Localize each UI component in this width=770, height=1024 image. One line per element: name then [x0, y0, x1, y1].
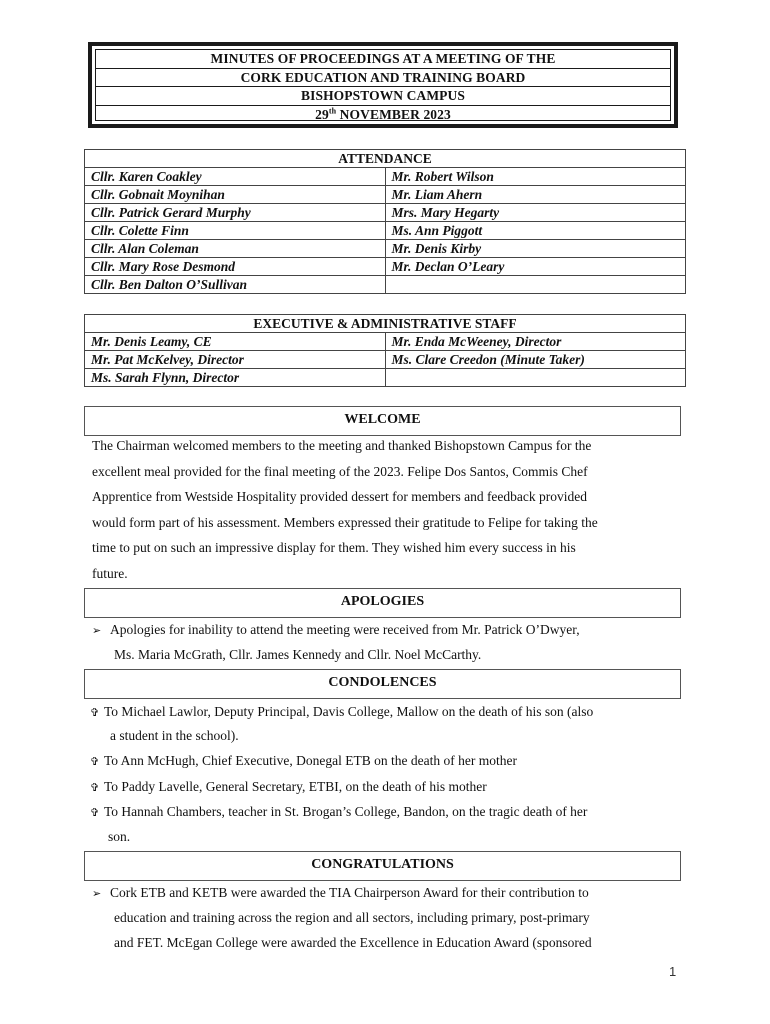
arrow-bullet-icon: ➢	[92, 887, 102, 900]
congrats-line-1: Cork ETB and KETB were awarded the TIA Chairperson Award for their contribution to	[110, 885, 589, 900]
attendee-left: Cllr. Alan Coleman	[85, 240, 386, 258]
attendee-right	[385, 276, 686, 294]
title-line-2: CORK EDUCATION AND TRAINING BOARD	[96, 69, 670, 88]
attendee-right: Mr. Declan O’Leary	[385, 258, 686, 276]
cross-icon: ✞	[90, 781, 100, 794]
staff-left: Mr. Denis Leamy, CE	[85, 333, 386, 351]
welcome-line: time to put on such an impressive display for them. They wished him every success in his	[92, 540, 576, 556]
attendance-heading: ATTENDANCE	[85, 150, 686, 168]
attendee-left: Cllr. Colette Finn	[85, 222, 386, 240]
welcome-line: excellent meal provided for the final meeting of the 2023. Felipe Dos Santos, Commis Chef	[92, 463, 588, 479]
welcome-line: Apprentice from Westside Hospitality provided dessert for members and feedback provided	[92, 489, 588, 505]
cross-icon: ✞	[90, 806, 100, 819]
list-item	[90, 777, 487, 798]
apologies-line-2: Ms. Maria McGrath, Cllr. James Kennedy and Cllr. Noel McCarthy.	[114, 647, 482, 662]
condolence-text: To Michael Lawlor, Deputy Principal, Davis College, Mallow on the death of his son (also	[104, 704, 594, 719]
welcome-paragraph	[92, 433, 692, 587]
list-item	[90, 702, 593, 723]
staff-left: Mr. Pat McKelvey, Director	[85, 351, 386, 369]
condolence-text: To Hannah Chambers, teacher in St. Brogan’s College, Bandon, on the tragic death of her	[104, 804, 588, 819]
attendee-right: Mr. Liam Ahern	[385, 186, 686, 204]
date-suffix: th	[328, 106, 337, 115]
list-item	[90, 751, 517, 772]
table-row	[85, 204, 686, 222]
congrats-line-2: education and training across the region and all sectors, including primary, post-primary	[114, 910, 590, 925]
table-row	[85, 351, 686, 369]
attendee-left: Cllr. Patrick Gerard Murphy	[85, 204, 386, 222]
title-box	[88, 42, 678, 128]
condolence-text: To Paddy Lavelle, General Secretary, ETBI, on the death of his mother	[104, 779, 487, 794]
attendee-left: Cllr. Ben Dalton O’Sullivan	[85, 276, 386, 294]
attendee-left: Cllr. Karen Coakley	[85, 168, 386, 186]
welcome-line: future.	[92, 565, 128, 581]
condolence-cont: son.	[108, 829, 131, 844]
congratulations-heading: CONGRATULATIONS	[84, 851, 681, 881]
staff-heading: EXECUTIVE & ADMINISTRATIVE STAFF	[85, 315, 686, 333]
attendee-right: Mrs. Mary Hegarty	[385, 204, 686, 222]
table-row	[85, 258, 686, 276]
table-row	[85, 222, 686, 240]
attendance-table	[84, 149, 686, 294]
table-row	[85, 333, 686, 351]
attendee-right: Mr. Denis Kirby	[385, 240, 686, 258]
table-row	[85, 369, 686, 387]
apologies-heading: APOLOGIES	[84, 588, 681, 618]
attendee-left: Cllr. Mary Rose Desmond	[85, 258, 386, 276]
welcome-heading: WELCOME	[84, 406, 681, 436]
welcome-line: would form part of his assessment. Members expressed their gratitude to Felipe for taking the	[92, 514, 598, 530]
arrow-bullet-icon: ➢	[92, 624, 102, 637]
condolence-cont: a student in the school).	[110, 728, 239, 743]
list-item	[90, 802, 587, 823]
staff-table	[84, 314, 686, 387]
apologies-line-1: Apologies for inability to attend the meeting were received from Mr. Patrick O’Dwyer,	[110, 622, 580, 637]
table-row	[85, 168, 686, 186]
list-item	[92, 883, 589, 904]
page-number: 1	[669, 964, 677, 979]
title-inner-box	[95, 49, 671, 121]
title-line-1: MINUTES OF PROCEEDINGS AT A MEETING OF THE	[96, 50, 670, 69]
staff-right: Mr. Enda McWeeney, Director	[385, 333, 686, 351]
congrats-line-3: and FET. McEgan College were awarded the Excellence in Education Award (sponsored	[114, 935, 592, 950]
condolences-heading: CONDOLENCES	[84, 669, 681, 699]
attendee-right: Ms. Ann Piggott	[385, 222, 686, 240]
cross-icon: ✞	[90, 706, 100, 719]
table-row	[85, 276, 686, 294]
cross-icon: ✞	[90, 755, 100, 768]
title-line-3: BISHOPSTOWN CAMPUS	[96, 87, 670, 106]
title-date	[96, 106, 670, 124]
list-item	[92, 620, 580, 641]
attendee-left: Cllr. Gobnait Moynihan	[85, 186, 386, 204]
staff-left: Ms. Sarah Flynn, Director	[85, 369, 386, 387]
staff-right	[385, 369, 686, 387]
staff-right: Ms. Clare Creedon (Minute Taker)	[385, 351, 686, 369]
date-day: 29	[315, 106, 329, 122]
attendee-right: Mr. Robert Wilson	[385, 168, 686, 186]
welcome-line: The Chairman welcomed members to the meeting and thanked Bishopstown Campus for the	[92, 438, 592, 453]
table-row	[85, 186, 686, 204]
date-rest: NOVEMBER 2023	[336, 106, 451, 122]
condolence-text: To Ann McHugh, Chief Executive, Donegal ETB on the death of her mother	[104, 753, 517, 768]
table-row	[85, 240, 686, 258]
